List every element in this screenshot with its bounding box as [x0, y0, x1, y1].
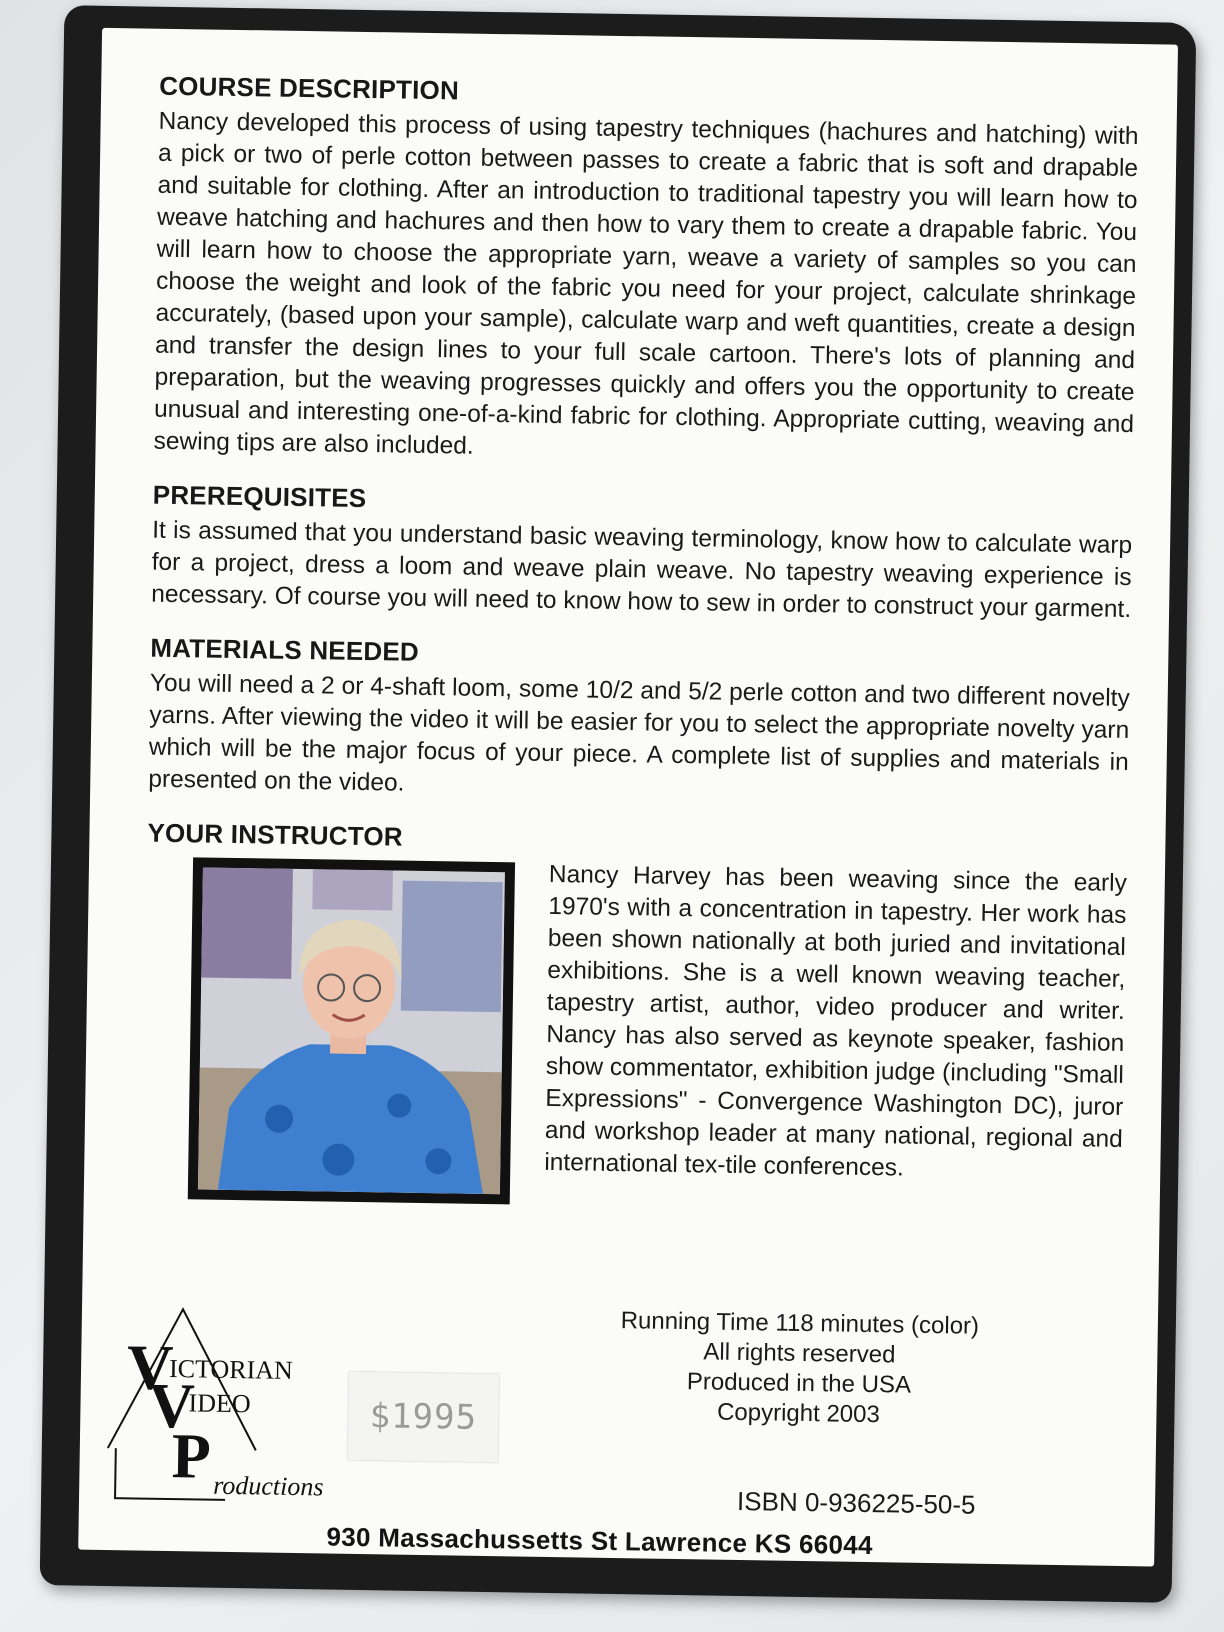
- dvd-case: [40, 5, 1197, 1603]
- svg-text:V: V: [126, 1331, 174, 1404]
- svg-text:IDEO: IDEO: [188, 1388, 251, 1419]
- svg-text:V: V: [147, 1369, 196, 1442]
- footer: [126, 1299, 1118, 1561]
- production-origin: Produced in the USA: [686, 1368, 912, 1399]
- running-time: Running Time 118 minutes (color): [620, 1307, 980, 1340]
- instructor-text: Nancy Harvey has been weaving since the early 1970's with a concentration in tapestry. Her work has been shown nationally at both juried and invitational exhibitions. She is a well known weaving teacher, tapestry artist, author, video producer and writer. Nancy has also served as keynote speaker, fashion show commentator, exhibition judge (including "Small Expressions" - Convergence Washington DC), juror and workshop leader at many national, regional and international tex-tile conferences.: [544, 860, 1128, 1182]
- svg-text:ICTORIAN: ICTORIAN: [168, 1354, 294, 1385]
- copyright-notice: Copyright 2003: [716, 1398, 881, 1429]
- back-cover-insert: [78, 28, 1178, 1567]
- instructor-photo: [188, 857, 515, 1204]
- svg-text:roductions: roductions: [213, 1470, 324, 1502]
- svg-text:P: P: [171, 1420, 212, 1492]
- instructor-heading: YOUR INSTRUCTOR: [147, 817, 404, 852]
- course-description-text: Nancy developed this process of using tapestry techniques (hachures and hatching) with a pick or two of perle cotton between passes to create a fabric that is soft and drapable and suitable for clothing. After an introduction to traditional tapestry you will learn how to weave hatching and hachures and then how to vary them to create a drapable fabric. You will learn how to choose the appropriate yarn, weave a variety of samples so you can choose the weight and look of the fabric you need for your project, calculate shrinkage accurately, (based upon your sample), calculate warp and weft quantities, create a design and transfer the design lines to your full scale cartoon. There's lots of planning and preparation, but the weaving progresses quickly and offers you the opportunity to create unusual and interesting one-of-a-kind fabric for clothing. Appropriate cutting, weaving and sewing tips are also included.: [153, 107, 1139, 460]
- isbn-number: ISBN 0-936225-50-5: [736, 1485, 976, 1520]
- cover-text: [142, 71, 1140, 1224]
- address-line: 930 Massachussetts St Lawrence KS 66044: [326, 1521, 874, 1561]
- price-sticker: [348, 1372, 499, 1462]
- materials-heading: MATERIALS NEEDED: [150, 632, 420, 667]
- portrait-illustration: [198, 867, 505, 1194]
- course-description-heading: COURSE DESCRIPTION: [158, 70, 460, 106]
- prerequisites-text: It is assumed that you understand basic weaving terminology, know how to calculate warp for a project, dress a loom and weave plain weave. No tapestry weaving experience is necessary. Of course you will need to know how to sew in order to construct your garment.: [151, 516, 1133, 624]
- victorian-video-productions-logo: [105, 1298, 338, 1512]
- prerequisites-heading: PREREQUISITES: [152, 479, 367, 514]
- credits-block: [568, 1305, 1030, 1432]
- rights-notice: All rights reserved: [703, 1338, 896, 1369]
- photo-image: [198, 867, 505, 1194]
- price-label: $1995: [369, 1396, 478, 1438]
- instructor-section: [142, 853, 1127, 1188]
- materials-text: You will need a 2 or 4-shaft loom, some 10/2 and 5/2 perle cotton and two different novelty yarns. After viewing the video it will be easier for you to select the appropriate novelty yarn which will be the major focus of your piece. A complete list of supplies and materials in presented on the video.: [148, 669, 1130, 797]
